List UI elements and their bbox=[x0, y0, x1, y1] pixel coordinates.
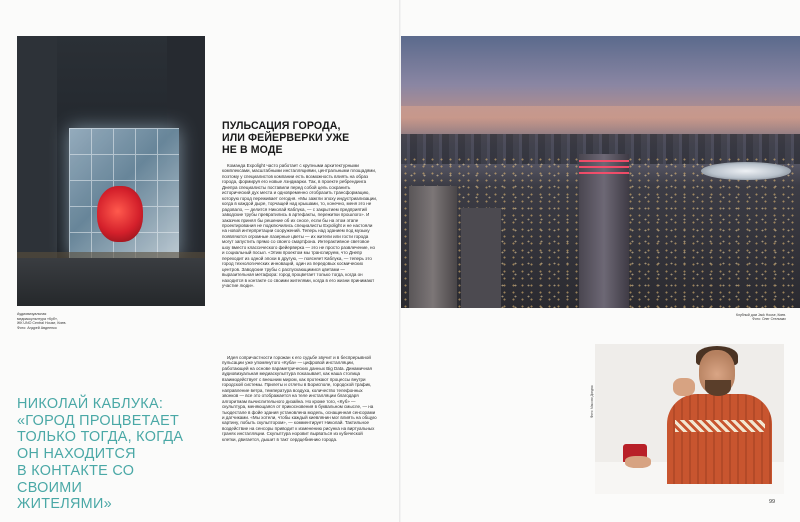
tower-light-band bbox=[579, 160, 629, 162]
pull-quote-line: НИКОЛАЙ КАБЛУКА: bbox=[17, 396, 164, 412]
photo-red-orb bbox=[97, 186, 143, 242]
portrait-photo-credit: Фото: Максим Дондюк bbox=[590, 385, 594, 418]
caption-line: Фото: Андрей Авдеенко bbox=[17, 325, 57, 330]
pull-quote-line: В КОНТАКТЕ СО СВОИМИ bbox=[17, 462, 135, 496]
headline-line: ИЛИ ФЕЙЕРВЕРКИ УЖЕ bbox=[222, 131, 350, 144]
cube-sculpture-photo bbox=[17, 36, 205, 306]
headline-line: НЕ В МОДЕ bbox=[222, 143, 283, 156]
photo-raised-hand bbox=[673, 378, 695, 396]
article-paragraph: Идея сопричастности горожан к его судьбе звучит и в беспрерывной пульсации уже упомянутого «Куба» — цифровой инсталляции, работающей на основе параметрических данных Big Data. Динамичная аудиовизуальная медиаскульптура показывает, как наша столица взаимодействует с внешним миром, как протекают процессы внутри городской системы. Прилеты и отлеты в Борисполе, городской трафик, направление ветра, температура воздуха, количество телефонных звонков — все это отображается на теле инсталляции благодаря алгоритмам вычислительного дизайна. Но кроме того, «Куб» — скульптура, меняющаяся от прикосновения в буквальном смысле, — на тьюдестале в фойе здания установлена модель, оснащенная сенсорами и датчиками. «Мы хотели, чтобы каждый киевлянин мог влиять на общую картину, побыть скульптором», — комментирует Николай. Тактильное воздействие на сенсоры приводит к изменению рисунка на виртуальных гранях инсталляции. Скульптура норовит вырваться из кубической клетки, двигается, дышит в такт сердцебиению города. bbox=[222, 355, 377, 442]
pull-quote-line: «ГОРОД ПРОЦВЕТАЕТ bbox=[17, 412, 180, 429]
photo-ground bbox=[17, 258, 205, 306]
portrait-photo bbox=[595, 344, 784, 494]
headline-line: ПУЛЬСАЦИЯ ГОРОДА, bbox=[222, 120, 341, 132]
photo-stadium bbox=[701, 162, 791, 180]
photo-sweater bbox=[667, 394, 772, 484]
caption-line: медиаскульптура «Куб», bbox=[17, 316, 58, 321]
article-body-column bbox=[222, 355, 378, 442]
photo-illuminated-tower bbox=[579, 154, 629, 308]
caption-line: Аудиовизуальная bbox=[17, 312, 47, 316]
article-headline bbox=[222, 121, 372, 156]
tower-light-band bbox=[579, 166, 629, 168]
photo-building bbox=[17, 36, 57, 266]
tower-light-band bbox=[579, 172, 629, 174]
city-photo-caption bbox=[726, 313, 786, 322]
photo-building bbox=[409, 186, 457, 308]
cube-photo-caption bbox=[17, 312, 97, 330]
caption-line: Фото: Олег Стельмах bbox=[752, 317, 786, 322]
pull-quote bbox=[17, 396, 192, 513]
caption-line: ЖК UNO Central House, Киев. bbox=[17, 321, 67, 326]
caption-line: Клубный дом Jack House, Киев. bbox=[735, 313, 786, 317]
photo-beard bbox=[705, 380, 731, 396]
pull-quote-line: ТОЛЬКО ТОГДА, КОГДА bbox=[17, 429, 184, 446]
photo-building bbox=[461, 208, 501, 308]
page-number: 99 bbox=[769, 499, 776, 505]
article-paragraph: Команда Expolight часто работает с крупными архитектурными комплексами, масштабными инсталляциями, центральными площадями, поэтому у специалистов компании есть возможность влиять на образ города, формируя его новые лэндмарки. Так, в проекте ребрендинга Днепра специалисты поставили перед собой цель сохранить исторический дух места и одновременно отобразить трансформацию, которую город переживает сегодня. «Мы зажгли эпоху индустриализации, когда в каждой дыре, торчащей над крышами, то, конечно, меня это не радовало, — делится Николай Каблука, — с закрытием предприятий заводские трубы превратились в артефакты, пережитки прошлого». И заказчик принял бы решение об их сносе, если бы на этом этапе проектирования не подключились специалисты Expolight и не настояли на новой интерпретации сооружений. Теперь над зданием под музыку появляются огромные лазерные цветы — их жители или гости города могут запустить прямо со своего смартфона. Интерактивное световое шоу вместо классического фейерверка — это не просто развлечение, но и социальный посыл. «Этим проектом мы транслируем, что Днепр переходит из одной эпохи в другую, — поясняет Каблука, — теперь это город технологических инноваций, один из передовых космических центров. Заводские трубы с распускающимися цветами — выразительная метафора: город процветает только тогда, когда он находится в контакте со своими жителями, когда в его жизни принимают участие люди». bbox=[222, 163, 378, 288]
article-body-column bbox=[222, 163, 378, 288]
pull-quote-line: ЖИТЕЛЯМИ» bbox=[17, 496, 112, 513]
pull-quote-line: ОН НАХОДИТСЯ bbox=[17, 446, 136, 463]
photo-sweater-pattern bbox=[675, 420, 765, 432]
city-panorama-photo bbox=[401, 36, 800, 308]
photo-hand bbox=[625, 456, 651, 468]
